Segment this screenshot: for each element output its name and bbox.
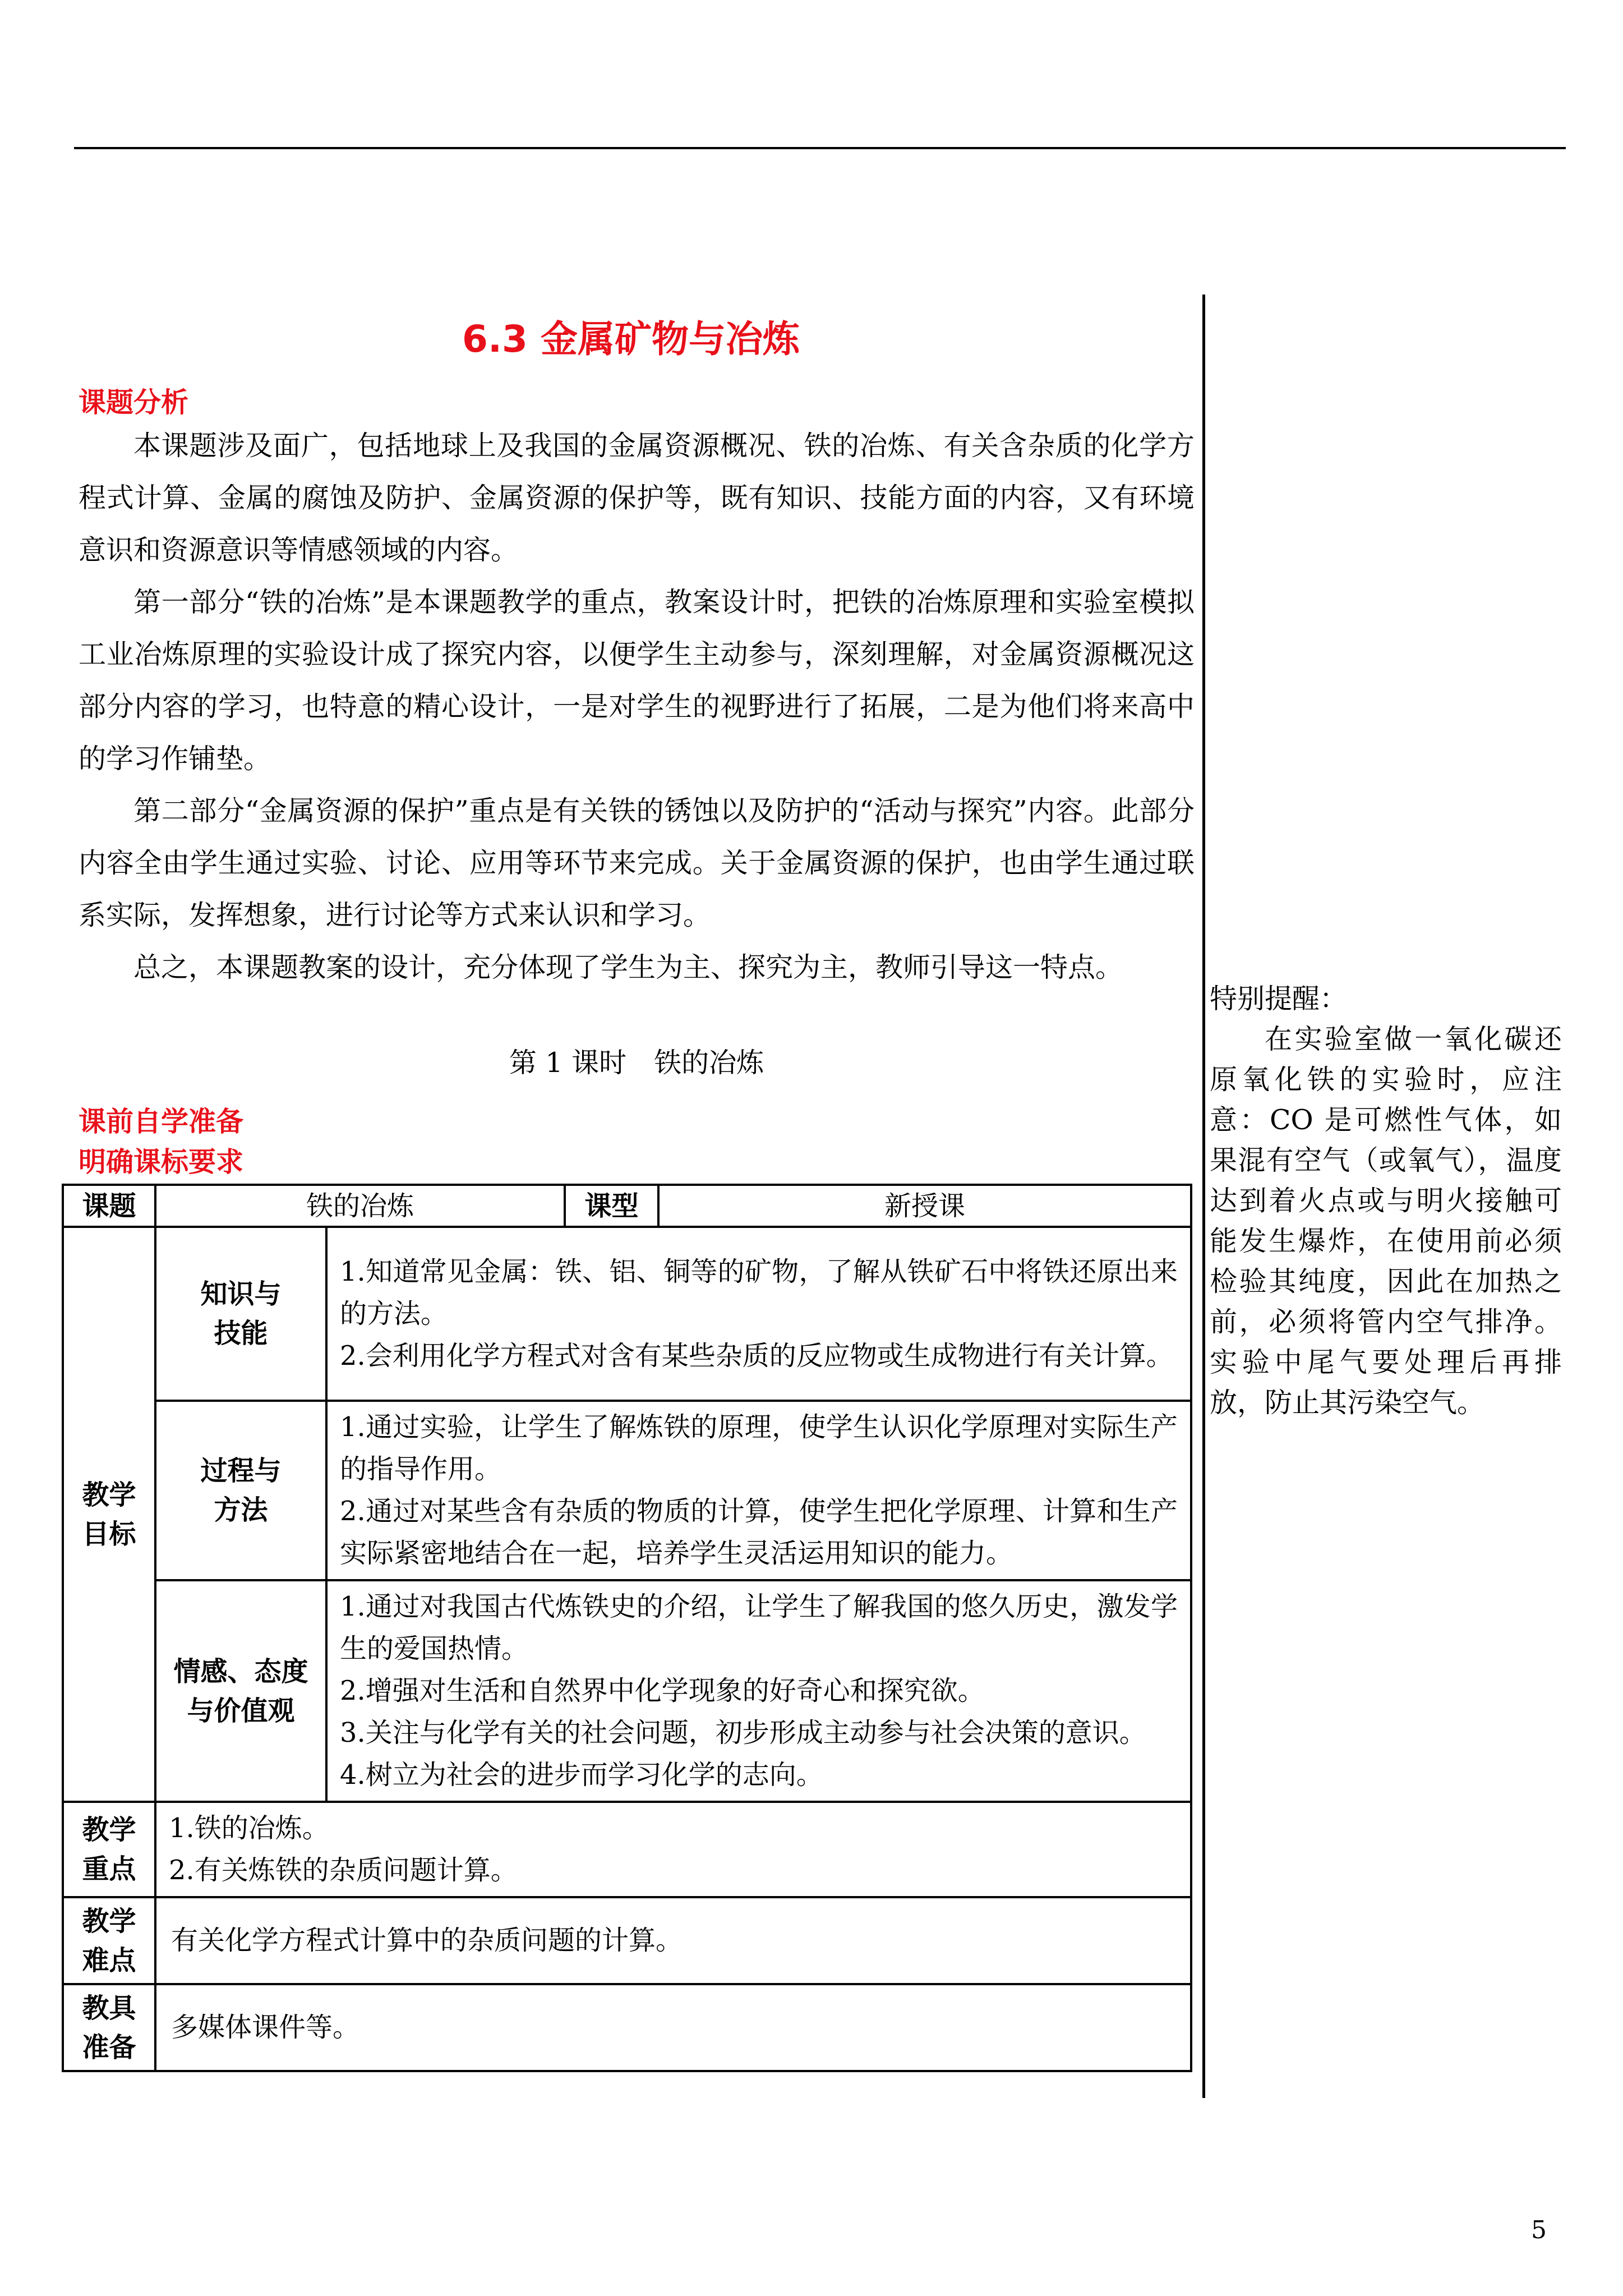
page-number: 5 <box>1531 2216 1547 2244</box>
analysis-paragraph: 第一部分“铁的冶炼”是本课题教学的重点，教案设计时，把铁的冶炼原理和实验室模拟工业冶炼原理的实验设计成了探究内容，以便学生主动参与，深刻理解，对金属资源概况这部分内容的学习，也特意的精心设计，一是对学生的视野进行了拓展，二是为他们将来高中的学习作铺垫。 <box>79 586 1195 775</box>
sidebar-label: 特别提醒： <box>1210 983 1348 1015</box>
page-title: 6.3 金属矿物与冶炼 <box>462 318 800 361</box>
key-points-label: 教学重点 <box>63 1802 155 1897</box>
goal-item: 1.知道常见金属：铁、铝、铜等的矿物，了解从铁矿石中将铁还原出来的方法。 <box>340 1255 1178 1329</box>
goal-items <box>326 1227 1191 1401</box>
lesson-plan-table <box>62 1184 1192 2072</box>
goal-items <box>326 1401 1191 1580</box>
tools-label: 教具准备 <box>63 1984 155 2071</box>
margin-divider <box>1202 295 1205 2098</box>
analysis-paragraph: 本课题涉及面广，包括地球上及我国的金属资源概况、铁的冶炼、有关含杂质的化学方程式计算、金属的腐蚀及防护、金属资源的保护等，既有知识、技能方面的内容，又有环境意识和资源意识等情感领域的内容。 <box>79 430 1195 566</box>
type-label: 课型 <box>565 1185 658 1227</box>
table-row <box>63 1227 1191 1401</box>
analysis-paragraph: 第二部分“金属资源的保护”重点是有关铁的锈蚀以及防护的“活动与探究”内容。此部分内容全由学生通过实验、讨论、应用等环节来完成。关于金属资源的保护，也由学生通过联系实际，发挥想象，进行讨论等方式来认识和学习。 <box>79 795 1195 931</box>
goal-item: 3.关注与化学有关的社会问题，初步形成主动参与社会决策的意识。 <box>340 1717 1146 1749</box>
sidebar-text: 在实验室做一氧化碳还原氧化铁的实验时，应注意：CO 是可燃性气体，如果混有空气（或氧气），温度达到着火点或与明火接触可能发生爆炸，在使用前必须检验其纯度，因此在加热之前，必须将管内空气排净。实验中尾气要处理后再排放，防止其污染空气。 <box>1210 1023 1562 1419</box>
goal-category: 知识与技能 <box>155 1227 326 1401</box>
table-row <box>63 1401 1191 1580</box>
table-row <box>63 1802 1191 1897</box>
table-row <box>63 1185 1191 1227</box>
goal-item: 2.会利用化学方程式对含有某些杂质的反应物或生成物进行有关计算。 <box>340 1340 1173 1372</box>
goal-item: 1.通过实验，让学生了解炼铁的原理，使学生认识化学原理对实际生产的指导作用。 <box>340 1411 1178 1485</box>
table-row <box>63 1897 1191 1984</box>
table-row <box>63 1580 1191 1802</box>
header-rule <box>74 147 1566 149</box>
type-value: 新授课 <box>658 1185 1191 1227</box>
goal-items <box>326 1580 1191 1802</box>
goals-label: 教学目标 <box>63 1227 155 1802</box>
key-points <box>155 1802 1191 1897</box>
key-point: 2.有关炼铁的杂质问题计算。 <box>169 1855 518 1886</box>
standards-heading: 明确课标要求 <box>79 1146 244 1178</box>
sidebar-note <box>1210 979 1562 1423</box>
difficulty-value: 有关化学方程式计算中的杂质问题的计算。 <box>155 1897 1191 1984</box>
prep-heading: 课前自学准备 <box>79 1106 244 1138</box>
goal-item: 4.树立为社会的进步而学习化学的志向。 <box>340 1759 823 1791</box>
table-row <box>63 1984 1191 2071</box>
topic-value: 铁的冶炼 <box>155 1185 565 1227</box>
analysis-paragraph: 总之，本课题教案的设计，充分体现了学生为主、探究为主，教师引导这一特点。 <box>133 951 1123 983</box>
key-point: 1.铁的冶炼。 <box>169 1812 329 1844</box>
goal-item: 1.通过对我国古代炼铁史的介绍，让学生了解我国的悠久历史，激发学生的爱国热情。 <box>340 1591 1178 1664</box>
goal-category: 情感、态度与价值观 <box>155 1580 326 1802</box>
goal-item: 2.通过对某些含有杂质的物质的计算，使学生把化学原理、计算和生产实际紧密地结合在一起，培养学生灵活运用知识的能力。 <box>340 1496 1178 1569</box>
difficulty-label: 教学难点 <box>63 1897 155 1984</box>
analysis-body <box>79 420 1195 993</box>
topic-label: 课题 <box>63 1185 155 1227</box>
tools-value: 多媒体课件等。 <box>155 1984 1191 2071</box>
analysis-heading: 课题分析 <box>79 386 189 418</box>
goal-item: 2.增强对生活和自然界中化学现象的好奇心和探究欲。 <box>340 1675 985 1706</box>
lesson-title: 第 1 课时 铁的冶炼 <box>509 1047 764 1079</box>
goal-category: 过程与方法 <box>155 1401 326 1580</box>
